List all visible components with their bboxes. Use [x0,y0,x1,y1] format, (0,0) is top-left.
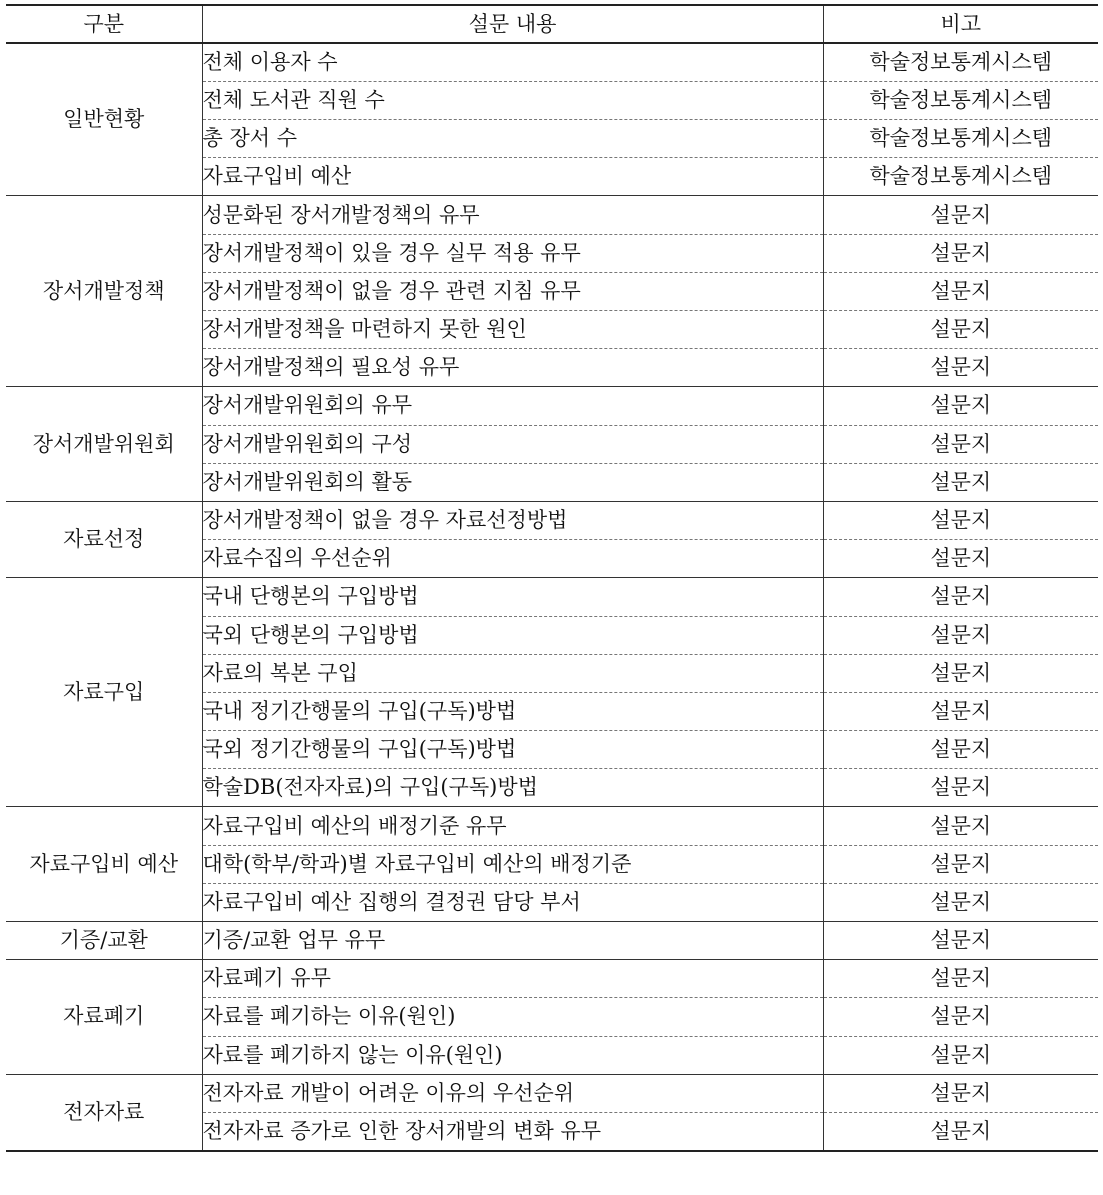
question-cell: 국외 정기간행물의 구입(구독)방법 [202,731,823,769]
table-row [6,196,1098,234]
table-row [6,501,1098,539]
group-general-status [6,43,1098,196]
note-cell: 학술정보통계시스템 [823,158,1098,196]
note-cell: 설문지 [823,540,1098,578]
note-cell: 설문지 [823,578,1098,616]
note-cell: 설문지 [823,731,1098,769]
group-electronic-resources [6,1074,1098,1150]
note-cell: 설문지 [823,272,1098,310]
note-cell: 학술정보통계시스템 [823,120,1098,158]
question-cell: 장서개발정책을 마련하지 못한 원인 [202,311,823,349]
category-cell: 장서개발위원회 [6,387,202,502]
question-cell: 전체 이용자 수 [202,43,823,81]
question-cell: 국내 정기간행물의 구입(구독)방법 [202,692,823,730]
question-cell: 대학(학부/학과)별 자료구입비 예산의 배정기준 [202,845,823,883]
note-cell: 설문지 [823,1036,1098,1074]
table-row [6,43,1098,81]
note-cell: 설문지 [823,349,1098,387]
question-cell: 자료의 복본 구입 [202,654,823,692]
table-row [6,807,1098,845]
group-acquisition-budget [6,807,1098,922]
question-cell: 국내 단행본의 구입방법 [202,578,823,616]
group-collection-committee [6,387,1098,502]
table-row [6,960,1098,998]
question-cell: 장서개발정책이 있을 경우 실무 적용 유무 [202,234,823,272]
note-cell: 설문지 [823,1112,1098,1150]
note-cell: 설문지 [823,654,1098,692]
note-cell: 설문지 [823,196,1098,234]
note-cell: 설문지 [823,387,1098,425]
question-cell: 학술DB(전자자료)의 구입(구독)방법 [202,775,538,800]
question-cell: 자료수집의 우선순위 [202,546,392,571]
table-row [6,1074,1098,1112]
note-cell: 설문지 [823,998,1098,1036]
category-cell: 자료선정 [6,501,202,577]
table-row [6,922,1098,960]
note-cell: 설문지 [823,845,1098,883]
note-cell: 설문지 [823,960,1098,998]
note-cell: 설문지 [823,769,1098,807]
note-cell: 설문지 [823,501,1098,539]
note-cell: 학술정보통계시스템 [823,43,1098,81]
question-cell: 자료폐기 유무 [202,960,823,998]
category-cell: 자료구입 [6,578,202,807]
category-cell: 자료폐기 [6,960,202,1075]
group-weeding [6,960,1098,1075]
question-cell: 총 장서 수 [202,120,823,158]
note-cell: 설문지 [823,883,1098,921]
header-category: 구분 [6,5,202,43]
question-cell: 성문화된 장서개발정책의 유무 [202,196,823,234]
group-donation-exchange [6,922,1098,960]
group-acquisition [6,578,1098,807]
group-collection-policy [6,196,1098,387]
header-note: 비고 [823,5,1098,43]
note-cell: 설문지 [823,692,1098,730]
question-cell: 장서개발위원회의 활동 [202,469,413,494]
header-question: 설문 내용 [202,5,823,43]
group-selection [6,501,1098,577]
category-cell: 전자자료 [6,1074,202,1150]
note-cell: 설문지 [823,616,1098,654]
category-cell: 기증/교환 [6,922,202,960]
note-cell: 설문지 [823,425,1098,463]
question-cell: 자료구입비 예산의 배정기준 유무 [202,807,823,845]
question-cell: 자료를 폐기하지 않는 이유(원인) [202,1042,503,1067]
note-cell: 학술정보통계시스템 [823,81,1098,119]
question-cell: 장서개발위원회의 구성 [202,425,823,463]
question-cell: 자료를 폐기하는 이유(원인) [202,998,823,1036]
category-cell: 일반현황 [6,43,202,196]
header-row [6,5,1098,43]
question-cell: 전자자료 증가로 인한 장서개발의 변화 유무 [202,1118,602,1143]
note-cell: 설문지 [823,463,1098,501]
note-cell: 설문지 [823,922,1098,960]
table-row [6,578,1098,616]
question-cell: 전자자료 개발이 어려운 이유의 우선순위 [202,1074,823,1112]
category-cell: 장서개발정책 [6,196,202,387]
survey-items-table [6,4,1098,1152]
note-cell: 설문지 [823,807,1098,845]
note-cell: 설문지 [823,311,1098,349]
question-cell: 장서개발정책이 없을 경우 관련 지침 유무 [202,272,823,310]
category-cell [6,807,202,922]
question-cell: 전체 도서관 직원 수 [202,81,823,119]
question-cell: 기증/교환 업무 유무 [202,928,386,953]
question-cell: 국외 단행본의 구입방법 [202,616,823,654]
question-cell: 장서개발위원회의 유무 [202,387,823,425]
question-cell: 자료구입비 예산 [202,164,352,189]
category-label: 자료구입비 예산 [29,851,179,876]
question-cell: 장서개발정책이 없을 경우 자료선정방법 [202,501,823,539]
question-cell: 자료구입비 예산 집행의 결정권 담당 부서 [202,889,581,914]
question-cell: 장서개발정책의 필요성 유무 [202,355,460,380]
table-row [6,387,1098,425]
table-header [6,5,1098,43]
note-cell: 설문지 [823,234,1098,272]
note-cell: 설문지 [823,1074,1098,1112]
